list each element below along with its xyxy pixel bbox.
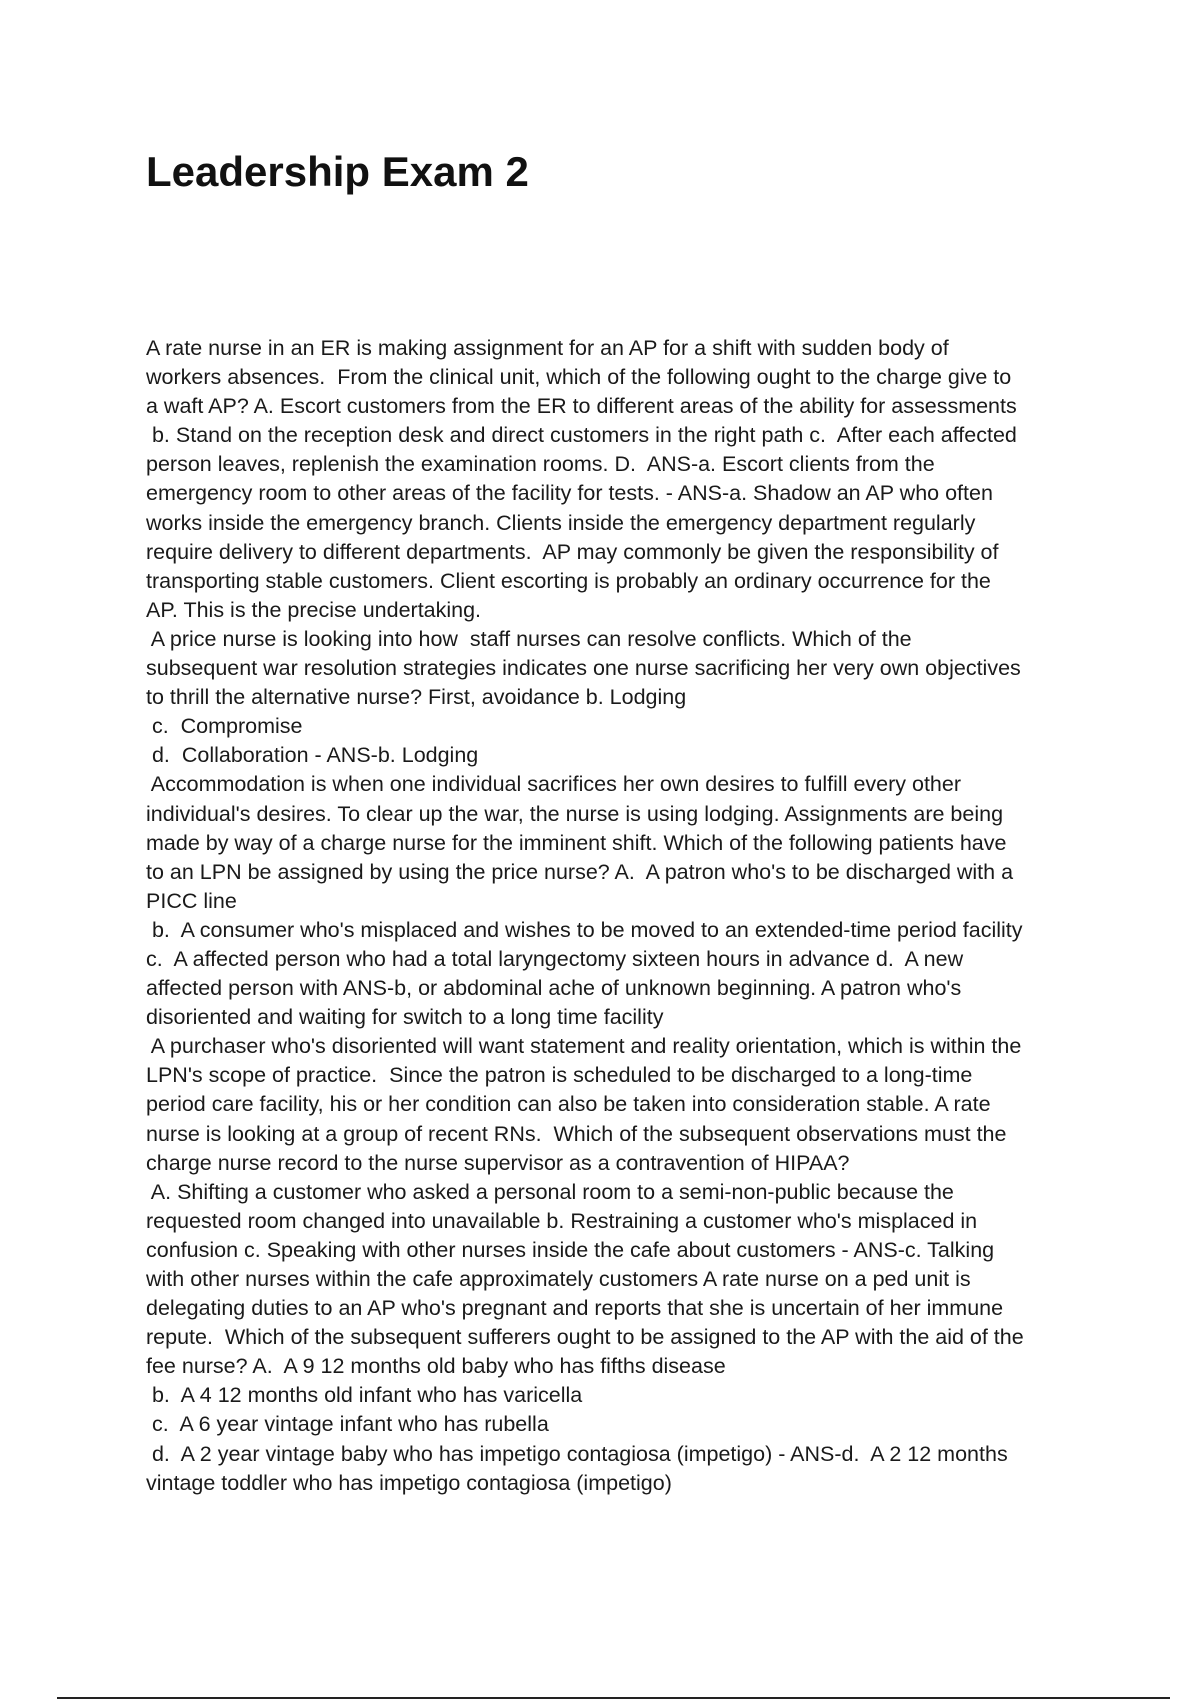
- body-line: LPN's scope of practice. Since the patron is scheduled to be discharged to a long-time: [146, 1063, 973, 1088]
- body-line: A price nurse is looking into how staff nurses can resolve conflicts. Which of the: [146, 626, 912, 651]
- body-line: with other nurses within the cafe approximately customers A rate nurse on a ped unit is: [146, 1267, 971, 1291]
- body-line: PICC line: [146, 888, 237, 913]
- body-line: charge nurse record to the nurse supervisor as a contravention of HIPAA?: [146, 1150, 850, 1175]
- body-line: requested room changed into unavailable b. Restraining a customer who's misplaced in: [146, 1208, 978, 1233]
- body-line: b. A 4 12 months old infant who has varicella: [146, 1383, 583, 1408]
- body-line: fee nurse? A. A 9 12 months old baby who has fifths disease: [146, 1354, 726, 1379]
- body-line: period care facility, his or her condition can also be taken into consideration stable. A rate: [146, 1092, 991, 1117]
- body-line: A rate nurse in an ER is making assignment for an AP for a shift with sudden body of: [146, 336, 949, 360]
- body-line: A. Shifting a customer who asked a personal room to a semi-non-public because the: [146, 1179, 954, 1204]
- body-line: nurse is looking at a group of recent RNs. Which of the subsequent observations must the: [146, 1121, 1007, 1146]
- body-line: vintage toddler who has impetigo contagiosa (impetigo): [146, 1470, 672, 1495]
- body-line: require delivery to different departments. AP may commonly be given the responsibility of: [146, 539, 999, 564]
- body-line: subsequent war resolution strategies indicates one nurse sacrificing her very own objectives: [146, 656, 1021, 681]
- body-line: affected person with ANS-b, or abdominal ache of unknown beginning. A patron who's: [146, 976, 962, 1001]
- document-body: [146, 334, 1076, 1498]
- body-line: emergency room to other areas of the facility for tests. - ANS-a. Shadow an AP who often: [146, 481, 993, 506]
- body-line: to thrill the alternative nurse? First, avoidance b. Lodging: [146, 685, 687, 710]
- body-line: d. Collaboration - ANS-b. Lodging: [146, 743, 479, 768]
- body-line: disoriented and waiting for switch to a long time facility: [146, 1005, 664, 1030]
- body-line: c. Compromise: [146, 714, 303, 739]
- body-line: b. Stand on the reception desk and direct customers in the right path c. After each affected: [146, 423, 1017, 448]
- body-line: d. A 2 year vintage baby who has impetigo contagiosa (impetigo) - ANS-d. A 2 12 months: [146, 1441, 1008, 1466]
- body-line: A purchaser who's disoriented will want statement and reality orientation, which is within the: [146, 1034, 1022, 1059]
- body-line: person leaves, replenish the examination rooms. D. ANS-a. Escort clients from the: [146, 452, 935, 477]
- body-line: works inside the emergency branch. Clients inside the emergency department regularly: [146, 510, 976, 535]
- body-line: c. A 6 year vintage infant who has rubella: [146, 1412, 549, 1437]
- body-line: delegating duties to an AP who's pregnant and reports that she is uncertain of her immune: [146, 1296, 1004, 1321]
- body-line: workers absences. From the clinical unit, which of the following ought to the charge give to: [146, 365, 1012, 390]
- body-line: confusion c. Speaking with other nurses inside the cafe about customers - ANS-c. Talking: [146, 1237, 995, 1262]
- body-line: individual's desires. To clear up the war, the nurse is using lodging. Assignments are being: [146, 801, 1004, 826]
- document-title: Leadership Exam 2: [146, 148, 529, 195]
- body-line: Accommodation is when one individual sacrifices her own desires to fulfill every other: [146, 772, 962, 797]
- body-line: made by way of a charge nurse for the imminent shift. Which of the following patients have: [146, 830, 1007, 855]
- body-line: repute. Which of the subsequent sufferers ought to be assigned to the AP with the aid of the: [146, 1325, 1024, 1350]
- body-line: transporting stable customers. Client escorting is probably an ordinary occurrence for the: [146, 568, 991, 593]
- body-line: to an LPN be assigned by using the price nurse? A. A patron who's to be discharged with a: [146, 859, 1014, 884]
- body-line: AP. This is the precise undertaking.: [146, 597, 482, 622]
- footer-divider: [57, 1697, 1170, 1699]
- body-line: c. A affected person who had a total laryngectomy sixteen hours in advance d. A new: [146, 946, 964, 971]
- body-line: b. A consumer who's misplaced and wishes to be moved to an extended-time period facility: [146, 917, 1023, 942]
- body-line: a waft AP? A. Escort customers from the ER to different areas of the ability for assessments: [146, 394, 1017, 419]
